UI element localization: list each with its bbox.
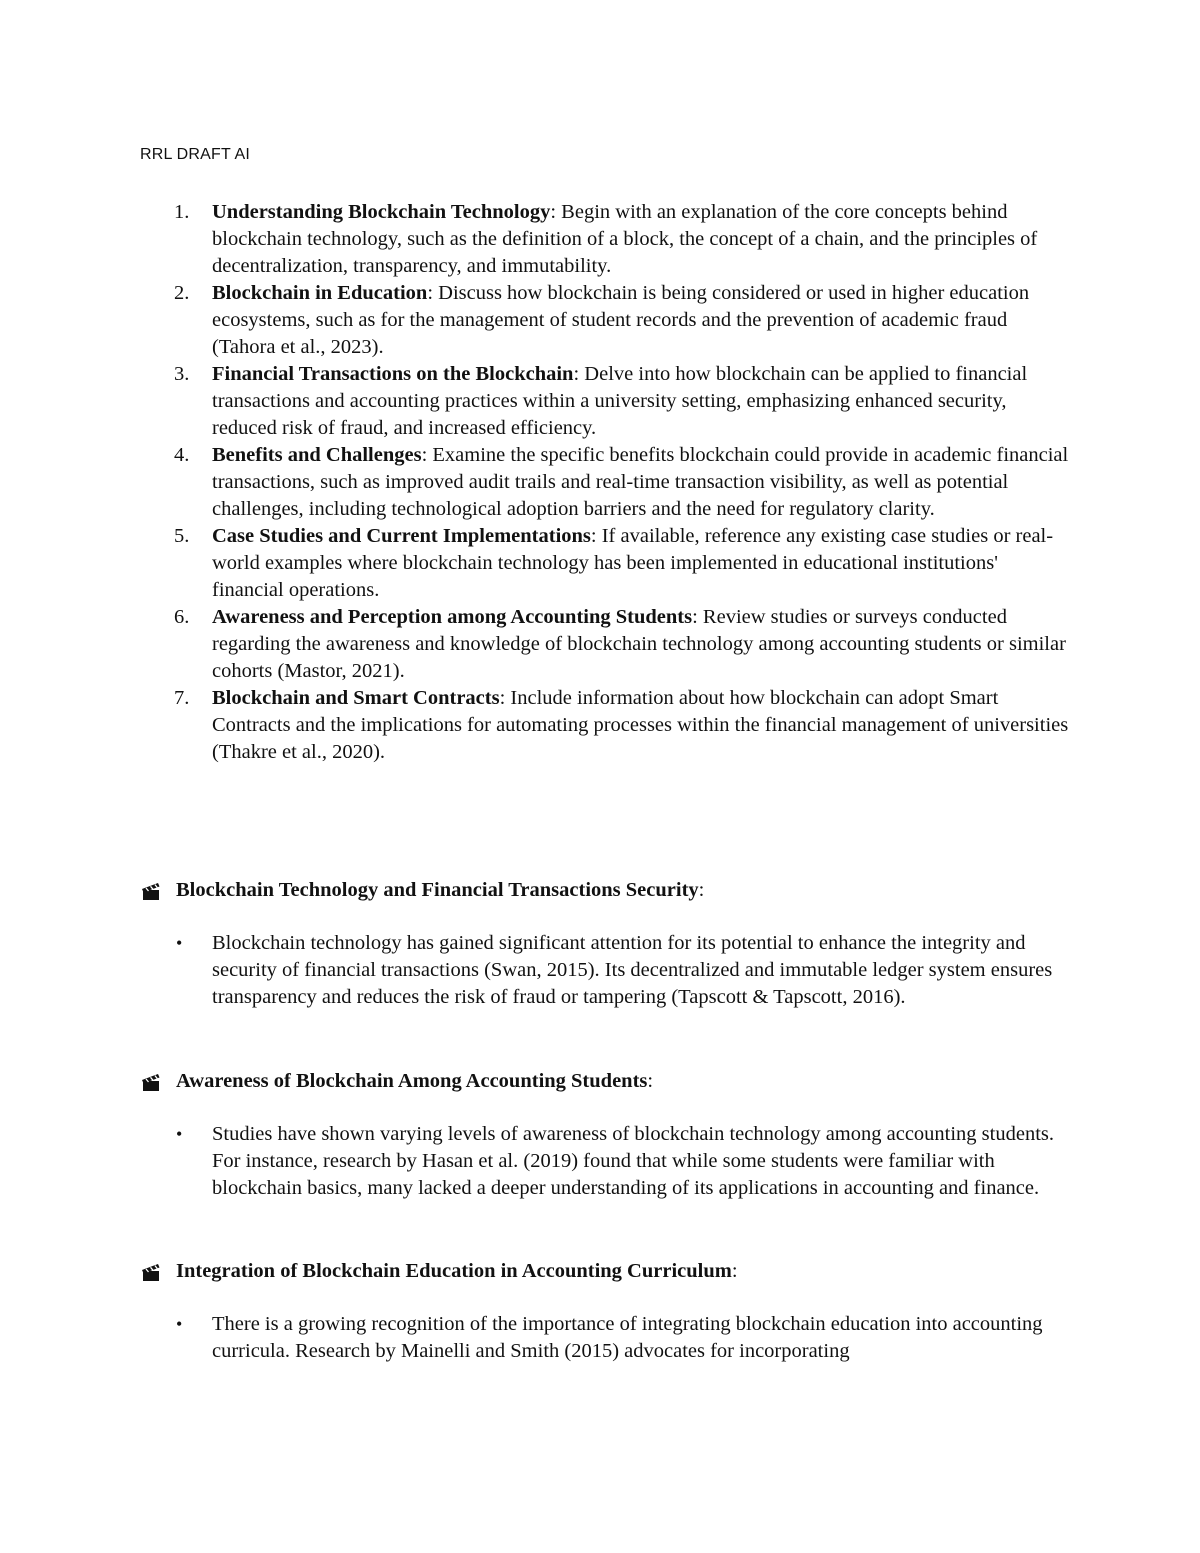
clapperboard-icon bbox=[140, 1072, 162, 1092]
section-heading-colon: : bbox=[647, 1070, 654, 1092]
list-item bbox=[140, 361, 1070, 442]
list-item-heading: Awareness and Perception among Accounting Students bbox=[212, 606, 693, 628]
list-item bbox=[140, 442, 1070, 523]
bullet-text: Blockchain technology has gained significant attention for its potential to enhance the integrity and security of financial transactions (Swan, 2015). Its decentralized and immutable ledger system ensures transparency and reduces the risk of fraud or tampering (Tapscott & Tapscott, 2016). bbox=[212, 932, 1053, 1008]
list-item-text: Delve into how blockchain can be applied to financial transactions and accounting practices within a university setting, emphasizing enhanced security, reduced risk of fraud, and increased efficiency. bbox=[212, 363, 1028, 439]
list-item-heading: Case Studies and Current Implementations bbox=[212, 525, 591, 547]
bullet-dot: • bbox=[176, 933, 183, 953]
list-item bbox=[140, 685, 1070, 766]
list-item-heading: Blockchain in Education bbox=[212, 282, 428, 304]
section-heading bbox=[140, 1068, 1070, 1095]
list-item-text: Examine the specific benefits blockchain could provide in academic financial transactions, such as improved audit trails and real-time transaction visibility, as well as potential challenges, including technological adoption barriers and the need for regulatory clarity. bbox=[212, 444, 1069, 520]
list-item-colon: : bbox=[550, 201, 557, 223]
section-security bbox=[140, 877, 1070, 1011]
list-number: 4. bbox=[174, 444, 190, 466]
list-item-colon: : bbox=[421, 444, 428, 466]
bullet-item bbox=[140, 1311, 1070, 1365]
list-number: 5. bbox=[174, 525, 190, 547]
section-heading-text: Awareness of Blockchain Among Accounting Students bbox=[176, 1070, 648, 1092]
list-item-text: Discuss how blockchain is being considered or used in higher education ecosystems, such as for the management of student records and the prevention of academic fraud (Tahora et al., 2023). bbox=[212, 282, 1030, 358]
numbered-list bbox=[140, 199, 1070, 766]
list-item-heading: Financial Transactions on the Blockchain bbox=[212, 363, 574, 385]
section-heading bbox=[140, 1258, 1070, 1285]
list-item bbox=[140, 280, 1070, 361]
list-item-colon: : bbox=[427, 282, 434, 304]
section-heading-text: Integration of Blockchain Education in Accounting Curriculum bbox=[176, 1260, 732, 1282]
list-item-colon: : bbox=[499, 687, 506, 709]
list-item-heading: Blockchain and Smart Contracts bbox=[212, 687, 500, 709]
list-item-colon: : bbox=[590, 525, 597, 547]
list-number: 3. bbox=[174, 363, 190, 385]
section-heading-colon: : bbox=[698, 879, 705, 901]
list-item bbox=[140, 199, 1070, 280]
list-item bbox=[140, 523, 1070, 604]
list-number: 1. bbox=[174, 201, 190, 223]
list-item-text: Review studies or surveys conducted regarding the awareness and knowledge of blockchain technology among accounting students or similar cohorts (Mastor, 2021). bbox=[212, 606, 1066, 682]
list-item-colon: : bbox=[573, 363, 580, 385]
section-integration bbox=[140, 1258, 1070, 1365]
list-item-colon: : bbox=[692, 606, 698, 628]
list-number: 2. bbox=[174, 282, 190, 304]
bullet-text: There is a growing recognition of the importance of integrating blockchain education into accounting curricula. Research by Mainelli and Smith (2015) advocates for incorporating bbox=[212, 1313, 1043, 1362]
section-awareness bbox=[140, 1068, 1070, 1202]
list-item-heading: Benefits and Challenges bbox=[212, 444, 422, 466]
section-heading-colon: : bbox=[731, 1260, 738, 1282]
list-item-heading: Understanding Blockchain Technology bbox=[212, 201, 551, 223]
list-item-text: Begin with an explanation of the core concepts behind blockchain technology, such as the definition of a block, the concept of a chain, and the principles of decentralization, transparency, and immutability. bbox=[212, 201, 1038, 277]
list-item-text: If available, reference any existing case studies or real-world examples where blockchain technology has been implemented in educational institutions' financial operations. bbox=[212, 525, 1054, 601]
list-item-text: Include information about how blockchain can adopt Smart Contracts and the implications for automating processes within the financial management of universities (Thakre et al., 2020). bbox=[212, 687, 1069, 763]
document-title: RRL DRAFT AI bbox=[140, 146, 250, 163]
list-item bbox=[140, 604, 1070, 685]
list-number: 7. bbox=[174, 687, 190, 709]
bullet-text: Studies have shown varying levels of awareness of blockchain technology among accounting students. For instance, research by Hasan et al. (2019) found that while some students were familiar with blockchain basics, many lacked a deeper understanding of its applications in accounting and finance. bbox=[212, 1123, 1055, 1199]
bullet-dot: • bbox=[176, 1124, 183, 1144]
list-number: 6. bbox=[174, 606, 190, 628]
bullet-dot: • bbox=[176, 1314, 183, 1334]
bullet-item bbox=[140, 1121, 1070, 1202]
bullet-item bbox=[140, 930, 1070, 1011]
section-heading-text: Blockchain Technology and Financial Transactions Security bbox=[176, 879, 699, 901]
clapperboard-icon bbox=[140, 881, 162, 901]
clapperboard-icon bbox=[140, 1262, 162, 1282]
section-heading bbox=[140, 877, 1070, 904]
